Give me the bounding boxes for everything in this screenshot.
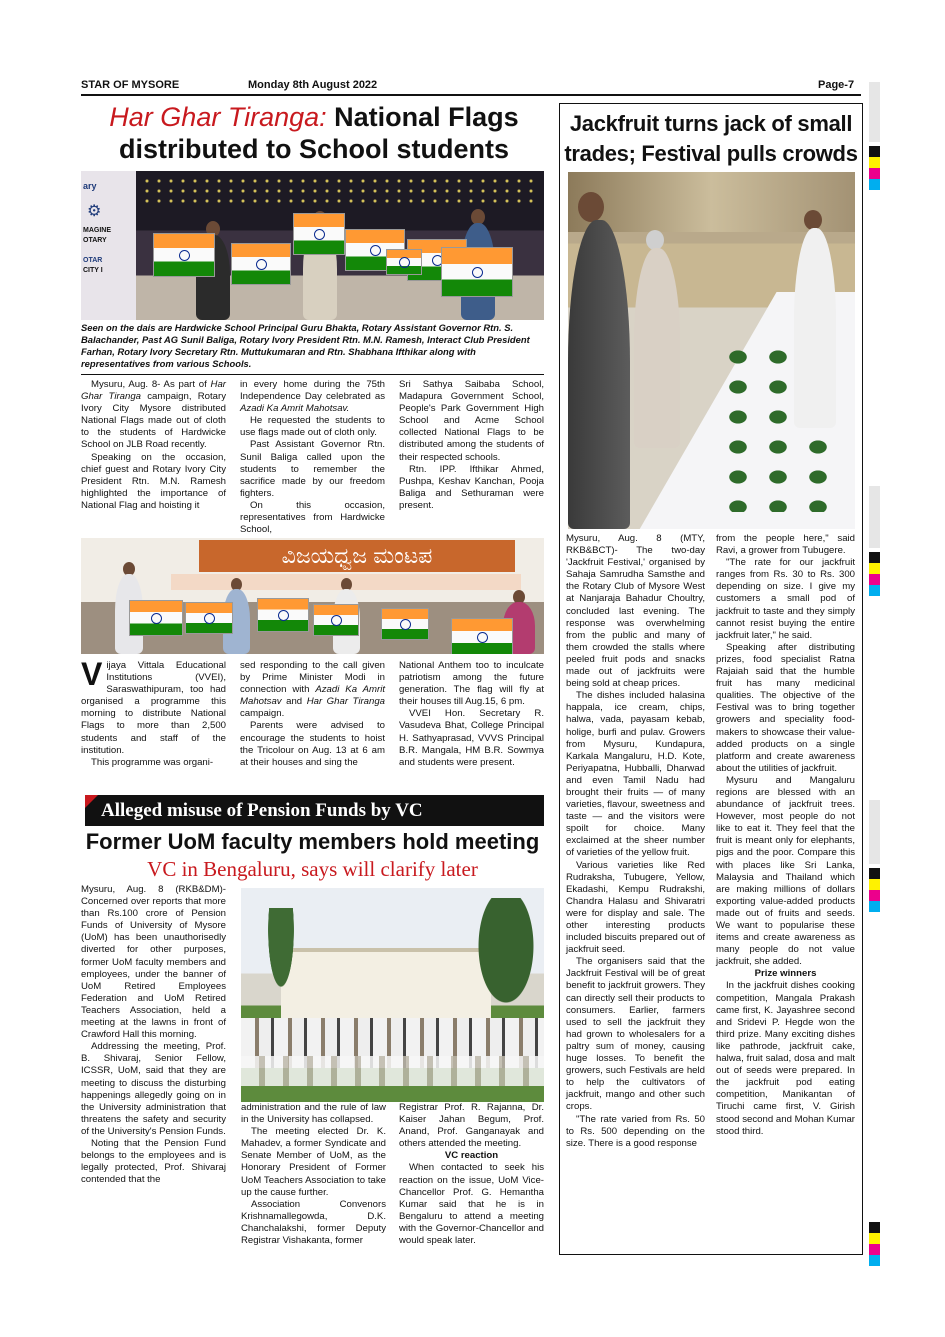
- paragraph: Mysuru, Aug. 8 (MTY, RKB&BCT)- The two-day 'Jackfruit Festival,' organised by Sahaja Samrudha Samsthe and the Rotary Club of Mysore West at Nanjaraja Bahadur Choultry, concluded last evening. The response was overwhelming from the public and many of them crowded the stalls where peeled fruit pods and snacks made out of jackfruits were being sold at cheap prices.: [566, 533, 705, 690]
- story4-frame: [559, 103, 862, 104]
- person-head: [578, 192, 604, 222]
- flag: [129, 600, 183, 636]
- story3-column-2: [241, 1102, 386, 1247]
- paragraph: In the jackfruit dishes cooking competition, Mangala Prakash came first, K. Jayashree second and Sridevi P. Hegde won the third prize. Many exciting dishes like pathrode, jackfruit cake, halwa, fruit salad, dosa and malt out of seeds were prepared. In the jackfruit pod eating competition, Manikantan of Tiruchi came first, V. Girish stood second and Mohan Kumar stood third.: [716, 980, 855, 1137]
- story4-frame-bottom: [559, 1254, 863, 1255]
- flag: [451, 618, 513, 654]
- flag: [257, 598, 309, 632]
- person-head: [804, 210, 822, 230]
- story4-column-1: [566, 533, 705, 1150]
- story1-caption: Seen on the dais are Hardwicke School Principal Guru Bhakta, Rotary Assistant Governor Rtn. S. Balachander, Past AG Sunil Baliga, Rotary Ivory President Rtn. M.N. Ramesh, Interact Club President Farhan, Rotary Ivory Secretary Rtn. Muttukumaran and Rtn. Shabhana Ifthikar along with representatives from various Schools.: [81, 322, 530, 369]
- first-paragraph-text: ijaya Vittala Educational Institutions (VVEI), Saraswathipuram, too had organised a programme this morning to distribute National Flags to more than 2,500 students and staff of the institution.: [81, 660, 226, 756]
- paragraph: Sri Sathya Saibaba School, Madapura Government School, People's Park Government High School and Acme School collected National Flags to be distributed among the students of their respected schools.: [399, 379, 544, 463]
- flag: [441, 247, 513, 297]
- paragraph: from the people here," said Ravi, a grower from Tubugere.: [716, 533, 855, 557]
- person-figure: [634, 248, 680, 448]
- paragraph: The organisers said that the Jackfruit Festival will be of great benefit to jackfruit growers. They can directly sell their products to consumers. Earlier, farmers used to sell the jackfruit they had grown to wholesalers for a paltry sum of money, causing huge losses. To benefit the growers, such Festivals are held to help the cultivators of jackfruit, mango and other such crops.: [566, 956, 705, 1113]
- banner-text-3: OTARY: [83, 237, 107, 244]
- person-figure: [568, 220, 630, 529]
- story2-column-1: [81, 656, 226, 769]
- story2-photo: [81, 538, 544, 654]
- paragraph: Rtn. IPP. Ifthikar Ahmed, Pushpa, Keshav Kanchan, Pooja Baliga and Sethuraman were present.: [399, 463, 544, 511]
- palm-tree: [261, 908, 301, 1018]
- story3-kicker-bar: [85, 795, 544, 826]
- seated-crowd: [241, 1056, 544, 1086]
- paragraph: Past Assistant Governor Rtn. Sunil Baliga called upon the students to remember the sacrifice made by our freedom fighters.: [240, 439, 385, 499]
- paragraph: Mysuru, Aug. 8- As part of Har Ghar Tiranga campaign, Rotary Ivory City Mysore distributed National Flags made out of cloth to the students of Hardwicke School on JLB Road recently.: [81, 379, 226, 451]
- page-number: Page-7: [818, 79, 855, 91]
- flag: [313, 604, 359, 636]
- story3-headline: Former UoM faculty members hold meeting: [85, 829, 540, 854]
- story1-column-3: [399, 379, 544, 512]
- print-margin-bar: [869, 800, 880, 864]
- story4-headline-line1: Jackfruit turns jack of small: [569, 111, 853, 136]
- issue-date: Monday 8th August 2022: [248, 79, 378, 91]
- paragraph: administration and the rule of law in the University has collapsed.: [241, 1102, 386, 1126]
- subheading: VC reaction: [444, 1150, 499, 1162]
- story1-headline-italic: Har Ghar Tiranga:: [109, 102, 327, 132]
- story3-column-1: [81, 884, 226, 1186]
- paragraph: He requested the students to use flags made out of cloth only.: [240, 415, 385, 439]
- flag: [153, 233, 215, 277]
- story2-column-3: [399, 660, 544, 769]
- story1-headline-rest: National Flags: [326, 102, 519, 132]
- paragraph: Mysuru and Mangaluru regions are blessed with an abundance of jackfruit trees. However, most people do not like to eat it. They feel that the fruit is meant only for elephants, pigs and the poor. Compare this with places like Sri Lanka, Malaysia and Thailand which are making millions of dollars exporting value-added products made out of fruits and seeds. We want to popularise these items and create awareness as many people do not value jackfruit, she added.: [716, 774, 855, 968]
- story3-photo: [241, 888, 544, 1102]
- story4-photo: [568, 172, 855, 529]
- color-registration-marks: [869, 868, 880, 912]
- paragraph: sed responding to the call given by Prime Minister Modi in connection with Azadi Ka Amrit Mahotsav and Har Ghar Tiranga campaign.: [240, 660, 386, 720]
- color-registration-marks: [869, 146, 880, 190]
- flag: [185, 602, 233, 634]
- paragraph: Mysuru, Aug. 8 (RKB&DM)- Concerned over reports that more than Rs.100 crore of Pension Funds of University of Mysore (UoM) has been unauthorisedly diverted for other purposes, former UoM faculty members and employees, under the banner of UoM Retired Employees Federation and UoM Retired Teachers Association, held a meeting at the lawns in front of Crawford Hall this morning.: [81, 884, 226, 1041]
- person-figure: [794, 228, 836, 428]
- paragraph: Speaking after distributing prizes, food specialist Ratna Rajaiah said that the humble fruit has many medicinal qualities. The objective of the Festival was to bring together growers and speciality food-makers to showcase their value-added products on a single platform and create awareness about the utilities of jackfruit.: [716, 641, 855, 774]
- flag: [231, 243, 291, 285]
- subheading: Prize winners: [754, 968, 817, 980]
- header-rule: [81, 94, 861, 96]
- story1-column-1: [81, 379, 226, 512]
- paragraph: Parents were advised to encourage the students to hoist the Tricolour on Aug. 13 at 6 am at their houses and sing the: [240, 720, 385, 768]
- tree: [471, 898, 541, 1018]
- paragraph: "The rate varied from Rs. 50 to Rs. 500 depending on the size. There is a good response: [566, 1113, 705, 1149]
- color-registration-marks: [869, 1222, 880, 1266]
- person-head: [646, 230, 664, 250]
- print-margin-bar: [869, 486, 880, 548]
- drop-cap: V: [81, 656, 103, 692]
- story4-headline-line2: trades; Festival pulls crowds: [564, 141, 858, 166]
- banner-text-4: OTAR: [83, 257, 103, 264]
- paragraph: Registrar Prof. R. Rajanna, Dr. Kaiser Jahan Begum, Prof. Anand, Prof. Ganganayak and others attended the meeting.: [399, 1102, 544, 1150]
- paragraph: The meeting elected Dr. K. Mahadev, a former Syndicate and Senate Member of UoM, as the Honorary President of Former UoM Teachers Association to take up the cause further.: [241, 1126, 386, 1198]
- flag: [386, 249, 422, 275]
- story4-headline: [560, 109, 862, 169]
- paragraph: When contacted to seek his reaction on the issue, UoM Vice-Chancellor Prof. G. Hemantha Kumar said that he is in Bengaluru to attend a meeting with the Governor-Chancellor and would speak later.: [399, 1162, 544, 1247]
- paragraph: The dishes included halasina happala, ice cream, chips, halwa, vada, payasam kebab, holige, burfi and pulav. Growers from Mysuru, Kundapura, Karkala Mangaluru, H.D. Kote, Periyapatna, Hubballi, Dharwad and even Tamil Nadu had brought their fruits — of many varieties, flavour, sweetness and taste — and the visitors were spoilt for choice. Many exclaimed at the sheer number of varieties of the yellow fruit.: [566, 690, 705, 859]
- paragraph: Addressing the meeting, Prof. B. Shivaraj, Senior Fellow, ICSSR, UoM, said that they are meeting to discuss the disturbing happenings allegedly going on in the University administration that threatens the safety and security of the University's Pension Funds.: [81, 1041, 226, 1137]
- story1-headline: [81, 101, 547, 165]
- banner-text-1: ary: [83, 181, 97, 191]
- story4-column-2: [716, 533, 855, 1138]
- paragraph: Association Convenors Krishnamallegowda, D.K. Chanchalakshi, former Deputy Registrar Vishakanta, former: [241, 1198, 386, 1247]
- story3-subheadline: VC in Bengaluru, says will clarify later: [147, 857, 478, 881]
- paragraph: National Anthem too to inculcate patriotism among the future generation. The flag will fly at their houses till Aug.15, 6 pm.: [399, 660, 544, 708]
- story3-kicker: Alleged misuse of Pension Funds by VC: [101, 800, 423, 821]
- story1-column-2: [240, 379, 385, 536]
- paragraph: in every home during the 75th Independence Day celebrated as Azadi Ka Amrit Mahotsav.: [240, 379, 385, 415]
- rotary-banner: [81, 171, 136, 320]
- paragraph: On this occasion, representatives from Hardwicke School,: [240, 499, 385, 536]
- crawford-hall: [281, 948, 491, 1022]
- story4-frame-right: [862, 103, 863, 1255]
- hall-banner: ವಿಜಯಧ್ವಜ ಮಂಟಪ: [199, 540, 515, 572]
- caption-rule: [81, 374, 544, 375]
- newspaper-name: STAR OF MYSORE: [81, 79, 180, 91]
- kicker-accent: [85, 795, 98, 808]
- rotary-wheel-icon: ⚙: [87, 203, 102, 220]
- flag: [381, 608, 429, 640]
- color-registration-marks: [869, 552, 880, 596]
- story1-photo: [81, 171, 544, 320]
- banner-text-2: MAGINE: [83, 227, 111, 234]
- stage-decoration: [141, 176, 541, 206]
- paragraph: Noting that the Pension Fund belongs to the employees and is legally protected, Prof. Shivaraj contended that the: [81, 1137, 226, 1186]
- paragraph: Various varieties like Red Rudraksha, Tubugere, Yellow, Ekadashi, Kempu Rudrakshi, Chandra Halasu and Shivaratri were for display and sale. The other interesting products included biscuits prepared out of jackfruit seed.: [566, 859, 705, 956]
- story1-headline-line2: distributed to School students: [119, 134, 509, 164]
- story2-column-2: [240, 660, 385, 769]
- paragraph: "The rate for our jackfruit ranges from Rs. 30 to Rs. 300 depending on size. I give my customers a small pod of jackfruit to taste and they simply cannot resist buying the entire jackfruit later," he said.: [716, 557, 855, 641]
- paragraph: Speaking on the occasion, chief guest and Rotary Ivory City President Rtn. M.N. Ramesh highlighted the importance of National Flag and hoisting it: [81, 451, 226, 511]
- paragraph: VVEI Hon. Secretary R. Vasudeva Bhat, College Principal H. Sathyaprasad, VVVS Principal B.R. Mangala, HM B.R. Sowmya and students were present.: [399, 708, 544, 768]
- paragraph: This programme was organi-: [91, 756, 214, 768]
- flag: [293, 213, 345, 255]
- banner-text-5: CITY I: [83, 267, 103, 274]
- paragraph: [81, 656, 226, 757]
- story3-column-3: [399, 1102, 544, 1247]
- print-margin-bar: [869, 82, 880, 142]
- story4-frame-left: [559, 103, 560, 1255]
